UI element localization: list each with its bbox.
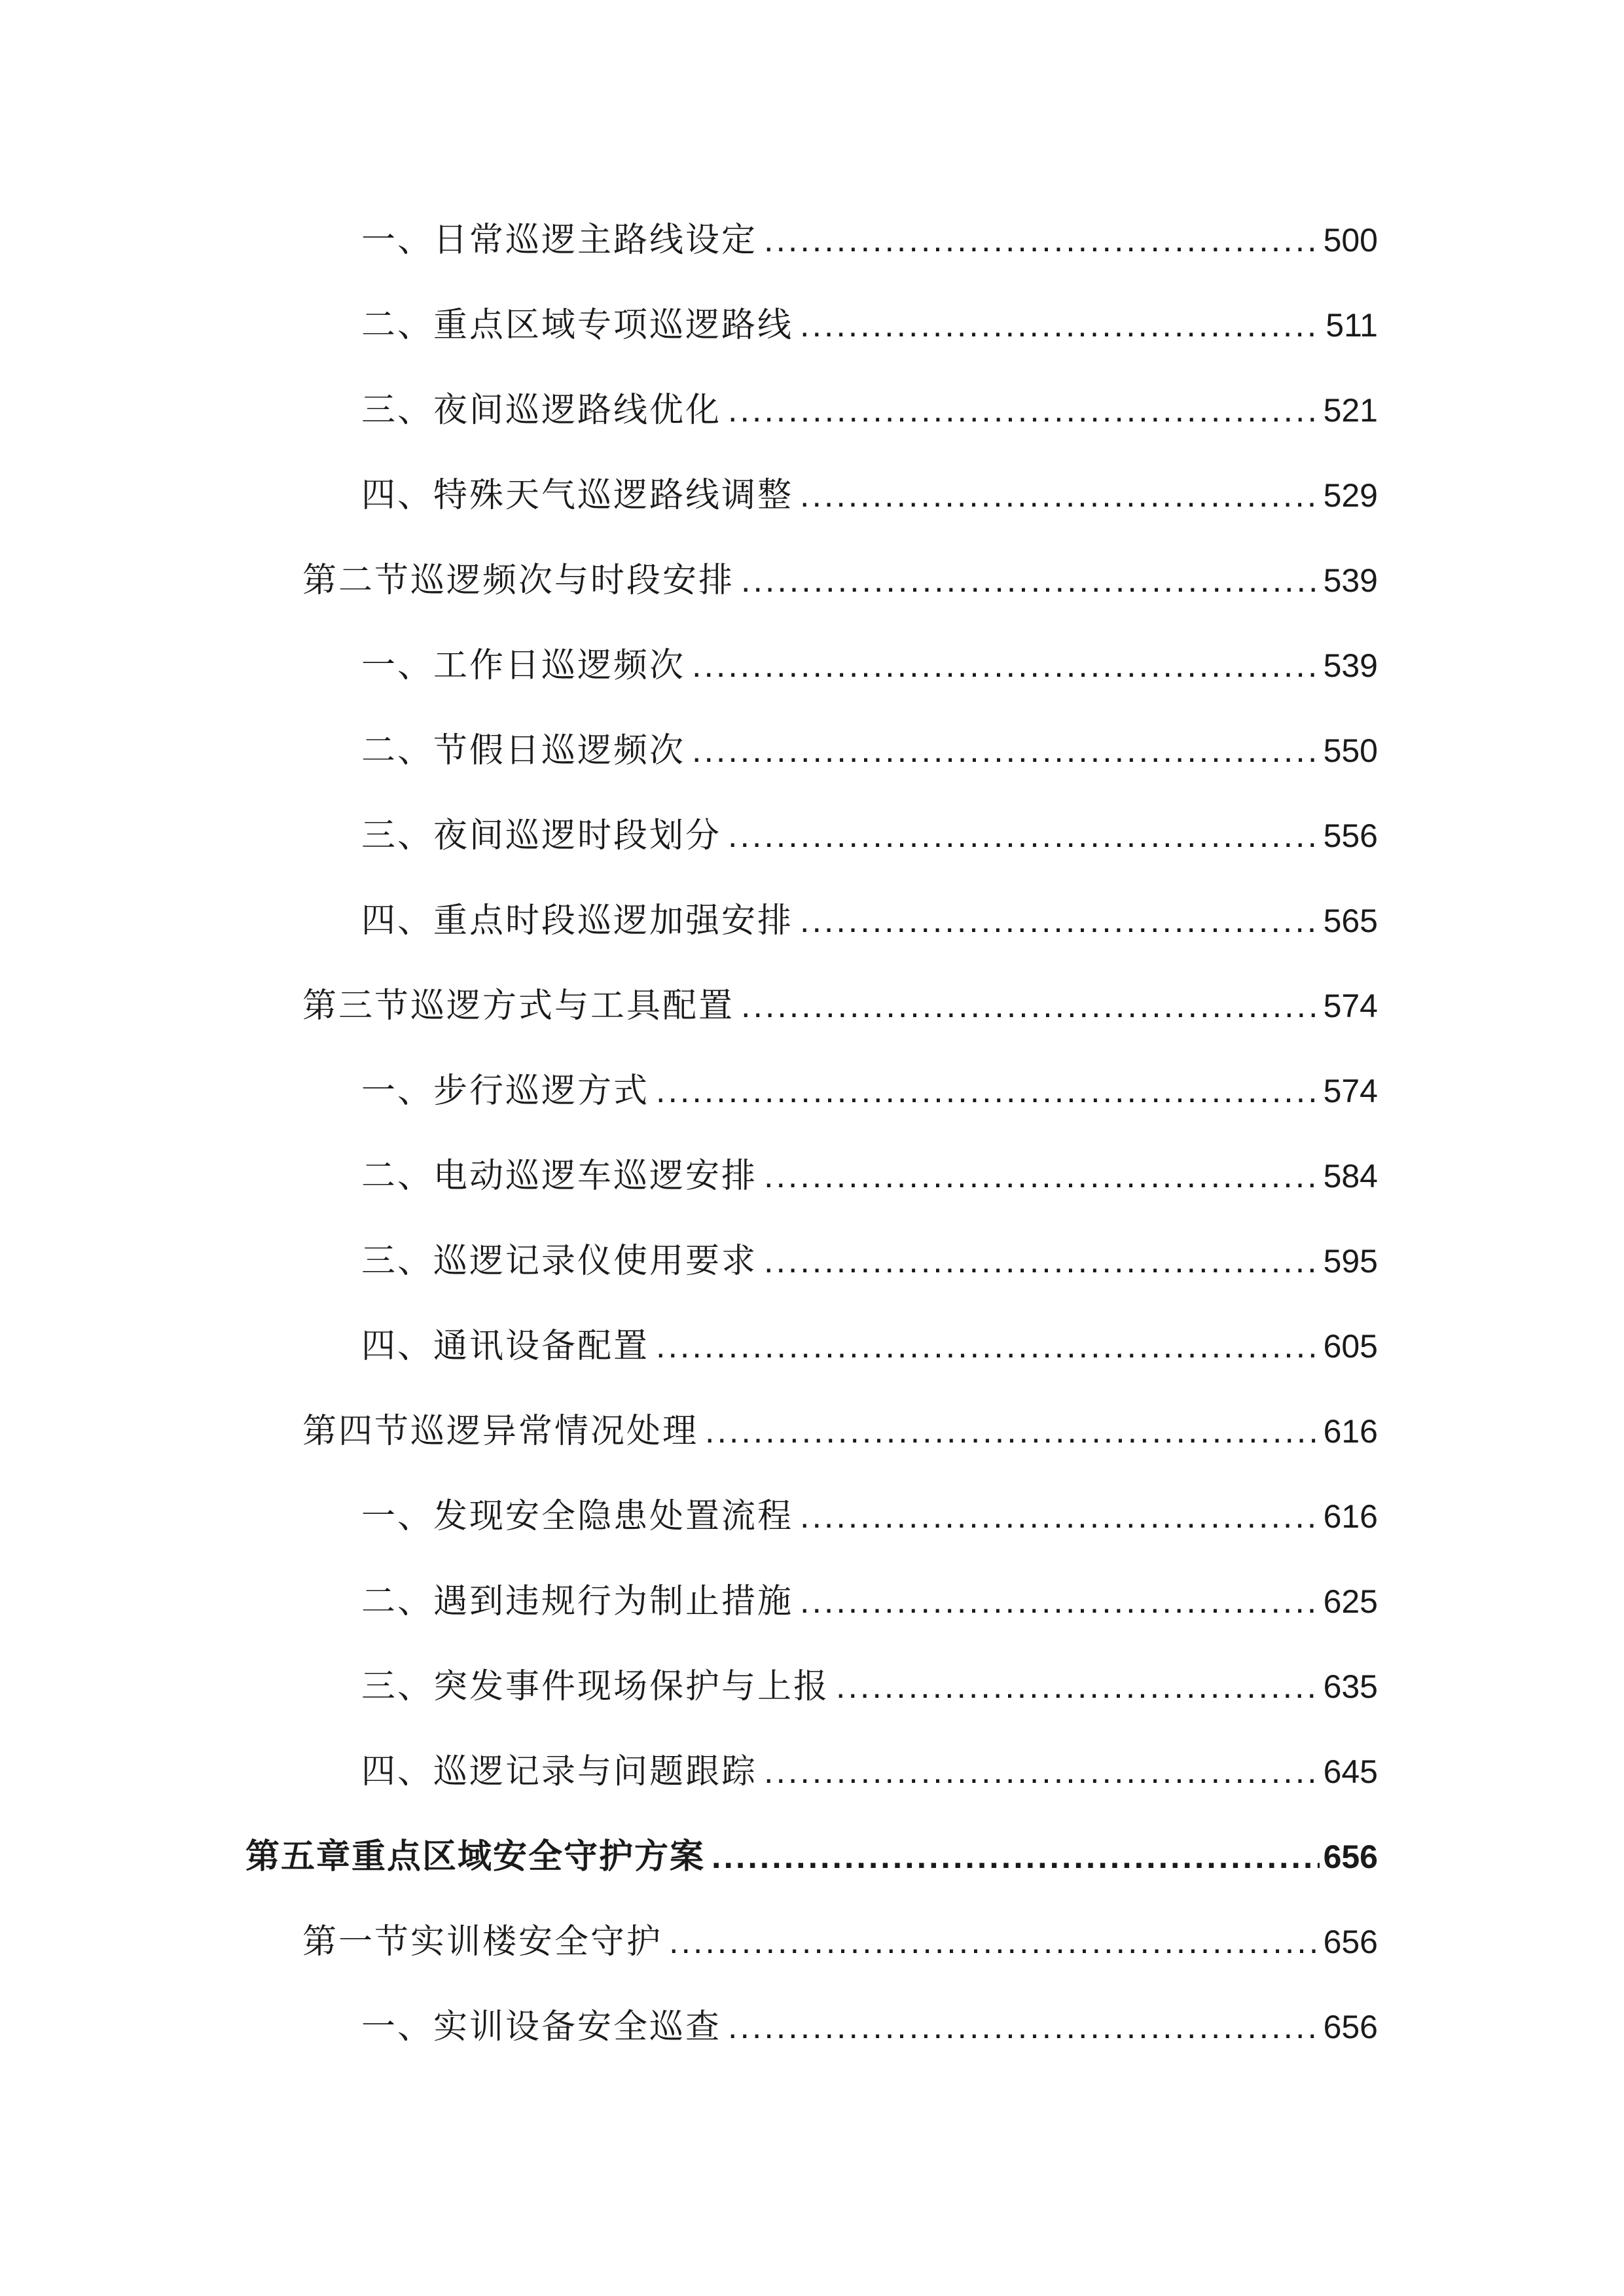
toc-entry-page: 500 [1323, 222, 1378, 259]
dot-leader [800, 469, 1320, 522]
toc-entry-section[interactable] [302, 1916, 1378, 1968]
toc-entry[interactable] [361, 639, 1378, 692]
toc-entry[interactable] [361, 299, 1378, 351]
toc-entry-chapter[interactable] [245, 1831, 1378, 1883]
dot-leader [764, 1746, 1320, 1798]
dot-leader [800, 299, 1322, 351]
toc-entry-label: 第三节巡逻方式与工具配置 [302, 986, 735, 1026]
dot-leader [764, 1150, 1320, 1202]
toc-entry-page: 584 [1323, 1158, 1378, 1194]
toc-entry-label: 三、夜间巡逻路线优化 [361, 391, 722, 430]
dot-leader [692, 725, 1320, 777]
toc-entry-page: 616 [1323, 1498, 1378, 1535]
toc-entry[interactable] [361, 895, 1378, 947]
toc-entry-page: 574 [1323, 1073, 1378, 1109]
toc-entry-page: 539 [1323, 647, 1378, 684]
toc-entry-label: 第一节实训楼安全守护 [302, 1922, 663, 1962]
toc-entry-page: 529 [1323, 477, 1378, 514]
toc-entry-label: 四、重点时段巡逻加强安排 [361, 901, 794, 941]
toc-entry[interactable] [361, 1065, 1378, 1117]
toc-entry-section[interactable] [302, 980, 1378, 1032]
dot-leader [669, 1916, 1320, 1968]
toc-entry[interactable] [361, 810, 1378, 862]
toc-entry-page: 574 [1323, 988, 1378, 1024]
toc-entry-label: 第四节巡逻异常情况处理 [302, 1412, 699, 1451]
toc-entry-label: 二、遇到违规行为制止措施 [361, 1582, 794, 1621]
toc-entry[interactable] [361, 1235, 1378, 1287]
dot-leader [728, 2001, 1320, 2053]
toc-entry-label: 二、重点区域专项巡逻路线 [361, 306, 794, 345]
toc-entry-section[interactable] [302, 554, 1378, 607]
dot-leader [705, 1405, 1320, 1458]
toc-entry-label: 一、步行巡逻方式 [361, 1071, 650, 1111]
toc-entry[interactable] [361, 469, 1378, 522]
toc-entry-label: 第五章重点区域安全守护方案 [245, 1837, 706, 1876]
toc-entry-page: 656 [1323, 2009, 1378, 2045]
toc-entry-page: 616 [1323, 1413, 1378, 1450]
toc-entry-label: 一、实训设备安全巡查 [361, 2007, 722, 2047]
toc-entry-label: 二、节假日巡逻频次 [361, 731, 686, 770]
toc-entry[interactable] [361, 1660, 1378, 1713]
toc-entry-page: 556 [1323, 817, 1378, 854]
toc-entry-section[interactable] [302, 1405, 1378, 1458]
toc-entry[interactable] [361, 384, 1378, 437]
dot-leader [764, 1235, 1320, 1287]
toc-entry-label: 三、巡逻记录仪使用要求 [361, 1242, 758, 1281]
dot-leader [741, 554, 1320, 607]
toc-entry-page: 645 [1323, 1753, 1378, 1790]
toc-entry[interactable] [361, 1320, 1378, 1372]
toc-entry-label: 一、发现安全隐患处置流程 [361, 1497, 794, 1536]
dot-leader [836, 1660, 1320, 1713]
dot-leader [656, 1065, 1320, 1117]
toc-entry-page: 565 [1323, 903, 1378, 939]
dot-leader [800, 1575, 1320, 1628]
toc-entry-label: 四、特殊天气巡逻路线调整 [361, 476, 794, 515]
toc-entry-label: 三、夜间巡逻时段划分 [361, 816, 722, 855]
toc-entry-page: 550 [1323, 732, 1378, 769]
toc-entry-label: 四、通讯设备配置 [361, 1327, 650, 1366]
dot-leader [741, 980, 1320, 1032]
toc-entry[interactable] [361, 2001, 1378, 2053]
toc-entry-page: 656 [1323, 1839, 1378, 1875]
toc-entry-label: 二、电动巡逻车巡逻安排 [361, 1157, 758, 1196]
toc-entry[interactable] [361, 214, 1378, 266]
dot-leader [692, 639, 1320, 692]
dot-leader [800, 1490, 1320, 1543]
dot-leader [800, 895, 1320, 947]
toc-entry-label: 四、巡逻记录与问题跟踪 [361, 1752, 758, 1791]
dot-leader [656, 1320, 1320, 1372]
toc-entry-page: 656 [1323, 1924, 1378, 1960]
toc-entry-label: 第二节巡逻频次与时段安排 [302, 561, 735, 600]
toc-entry[interactable] [361, 725, 1378, 777]
toc-entry-page: 595 [1323, 1243, 1378, 1280]
toc-entry-label: 一、工作日巡逻频次 [361, 646, 686, 685]
toc-entry[interactable] [361, 1490, 1378, 1543]
toc-entry[interactable] [361, 1575, 1378, 1628]
dot-leader [728, 384, 1320, 437]
toc-entry-page: 625 [1323, 1583, 1378, 1620]
toc-entry-label: 三、突发事件现场保护与上报 [361, 1667, 830, 1706]
toc-entry-label: 一、日常巡逻主路线设定 [361, 221, 758, 260]
dot-leader [728, 810, 1320, 862]
toc-entry[interactable] [361, 1746, 1378, 1798]
dot-leader [764, 214, 1320, 266]
toc-entry-page: 605 [1323, 1328, 1378, 1365]
toc-entry-page: 539 [1323, 562, 1378, 599]
toc-entry-page: 635 [1323, 1668, 1378, 1705]
toc-entry[interactable] [361, 1150, 1378, 1202]
toc-entry-page: 511 [1326, 307, 1378, 344]
toc-entry-page: 521 [1323, 392, 1378, 429]
dot-leader [712, 1831, 1320, 1883]
